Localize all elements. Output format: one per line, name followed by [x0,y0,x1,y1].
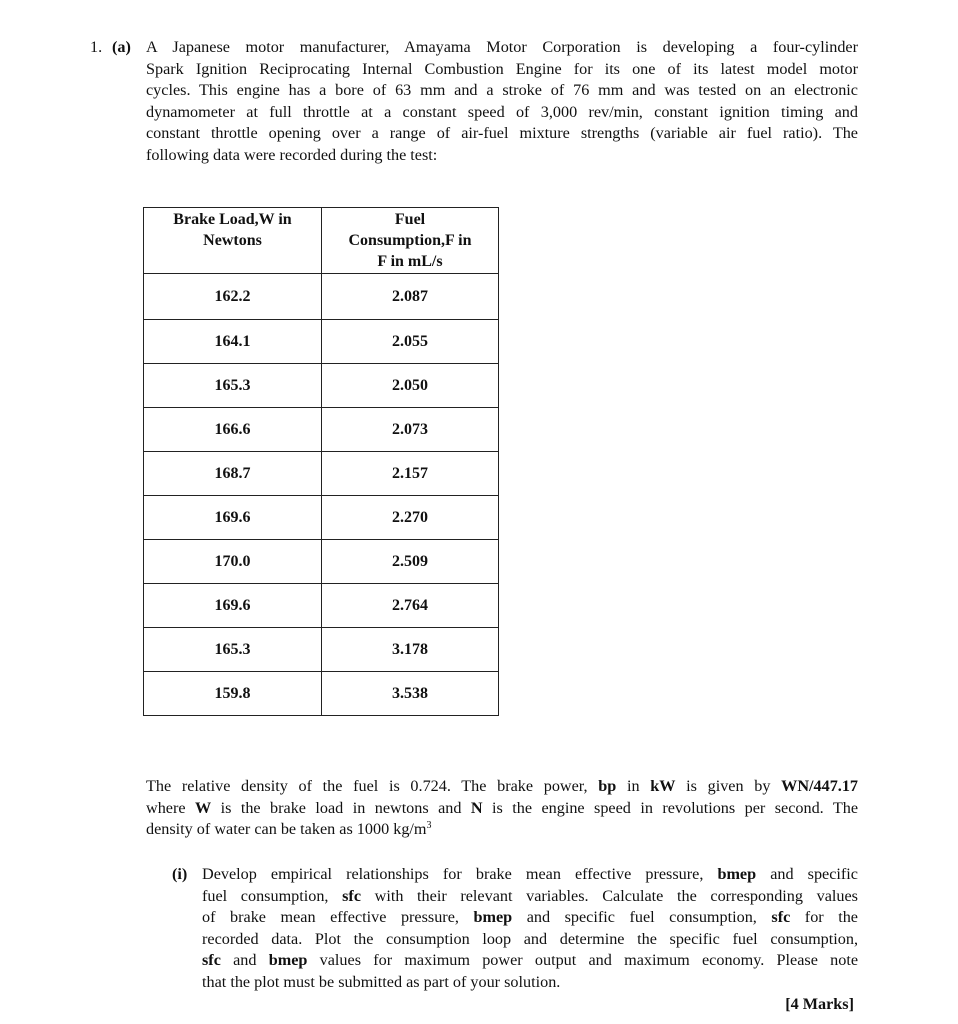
superscript: 3 [426,820,432,831]
fuel-consumption-cell: 2.509 [322,540,499,584]
table-row [144,584,499,628]
intro-line: cycles. This engine has a bore of 63 mm and a stroke of 76 mm and was tested on an electronic [146,81,858,99]
intro-line: Spark Ignition Reciprocating Internal Combustion Engine for its one of its latest model motor [146,59,858,78]
brake-load-cell: 164.1 [144,320,322,364]
question-intro [146,37,858,166]
text: and specific [756,865,858,883]
intro-line: constant throttle opening over a range of air-fuel mixture strengths (variable air fuel ratio). The [146,124,858,142]
text: is the brake load in newtons and [211,798,471,817]
table-row [144,628,499,672]
text: values for maximum power output and maximum economy. Please note [307,951,859,969]
paragraph-line: recorded data. Plot the consumption loop and determine the specific fuel consumption, [202,929,858,948]
bmep-term: bmep [717,865,757,883]
brake-load-cell: 165.3 [144,628,322,672]
fuel-consumption-cell: 2.764 [322,584,499,628]
question-number: 1. [90,38,103,56]
table-row [144,320,499,364]
fuel-consumption-cell: 3.178 [322,628,499,672]
text: for the [790,908,858,926]
brake-load-header [144,208,322,274]
text: is given by [675,777,782,795]
brake-load-cell: 166.6 [144,408,322,452]
w-term: W [194,798,212,817]
text: The relative density of the fuel is 0.724. The brake power, [146,777,599,795]
table-row [144,540,499,584]
text: density of water can be taken as 1000 kg/m [146,820,427,838]
brake-load-cell: 169.6 [144,496,322,540]
paragraph-line [202,950,858,972]
header-text: Newtons [203,232,262,249]
text: with their relevant variables. Calculate the corresponding values [361,886,858,905]
fuel-consumption-cell: 2.073 [322,408,499,452]
paragraph-line [146,798,858,820]
brake-load-cell: 170.0 [144,540,322,584]
paragraph-line [202,864,858,886]
sfc-term: sfc [771,908,791,926]
brake-load-cell: 168.7 [144,452,322,496]
fuel-consumption-cell: 2.087 [322,274,499,320]
bp-term: bp [598,777,617,795]
table-row [144,408,499,452]
kw-unit: kW [650,777,676,795]
table-row [144,364,499,408]
text: and specific fuel consumption, [512,908,772,926]
table-row [144,274,499,320]
fuel-consumption-cell: 2.270 [322,496,499,540]
fuel-consumption-cell: 2.055 [322,320,499,364]
paragraph-line [146,776,858,798]
test-data-table [143,207,499,716]
paragraph-line: that the plot must be submitted as part of your solution. [202,972,561,991]
table-row [144,452,499,496]
brake-power-formula: WN/447.17 [781,777,859,795]
fuel-consumption-cell: 2.050 [322,364,499,408]
brake-load-cell: 159.8 [144,672,322,716]
paragraph-line [202,886,858,908]
fuel-consumption-header [322,208,499,274]
bmep-term: bmep [473,908,513,926]
header-text: Fuel [394,211,426,228]
paragraph-line [146,819,858,841]
fuel-consumption-cell: 3.538 [322,672,499,716]
brake-load-cell: 162.2 [144,274,322,320]
sub-question-text [202,864,858,993]
header-text: Consumption,F in [348,232,472,249]
sfc-term: sfc [342,886,361,905]
table-row [144,496,499,540]
sfc-term: sfc [202,951,221,969]
brake-load-cell: 169.6 [144,584,322,628]
fuel-consumption-cell: 2.157 [322,452,499,496]
text: and [220,951,269,969]
n-term: N [470,798,483,817]
header-text: F in mL/s [377,253,443,270]
marks-label: [4 Marks] [785,995,854,1013]
sub-question-label: (i) [172,865,188,883]
text: where [146,798,195,817]
question-part-label: (a) [112,38,131,56]
table-row [144,672,499,716]
text: fuel consumption, [202,886,343,905]
intro-line: dynamometer at full throttle at a constant speed of 3,000 rev/min, constant ignition timing and [146,102,858,121]
text: Develop empirical relationships for brake mean effective pressure, [202,865,718,883]
bmep-term: bmep [268,951,308,969]
header-text: Brake Load,W in [173,211,292,228]
intro-line: following data were recorded during the test: [146,145,438,164]
brake-load-cell: 165.3 [144,364,322,408]
paragraph-line [202,907,858,929]
text: in [616,777,651,795]
intro-line: A Japanese motor manufacturer, Amayama Motor Corporation is developing a four-cylinder [146,38,858,56]
text: of brake mean effective pressure, [202,908,474,926]
fuel-density-paragraph [146,776,858,841]
text: is the engine speed in revolutions per second. The [482,798,859,817]
table-header-row [144,208,499,274]
